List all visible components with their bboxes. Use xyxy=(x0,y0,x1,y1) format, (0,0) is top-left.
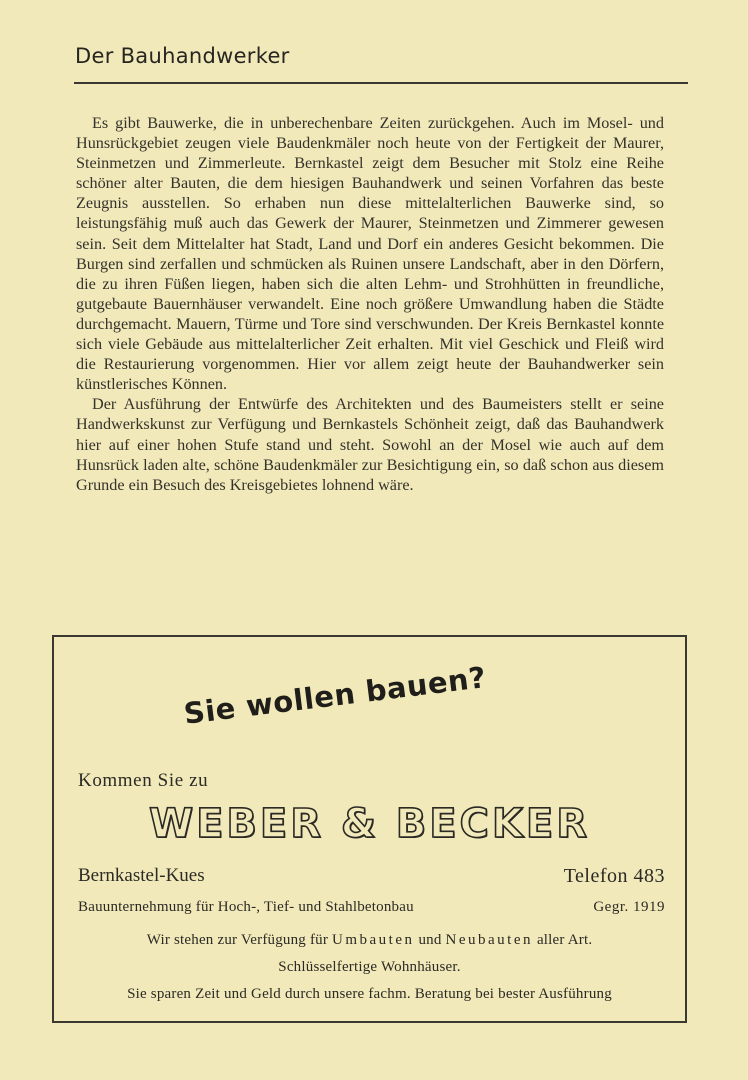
ad-founded: Gegr. 1919 xyxy=(593,899,665,915)
ad-business-type: Bauunternehmung für Hoch-, Tief- und Stahlbetonbau xyxy=(78,899,414,915)
article-paragraph-1: Es gibt Bauwerke, die in unberechenbare Zeiten zurückgehen. Auch im Mosel- und Hunsrückgebiet zeugen viele Baudenkmäler noch heute von der Fertigkeit der Maurer, Steinmetzen und Zimmerleute. Bernkastel zeigt dem Besucher mit Stolz eine Reihe schöner alter Bauten, die dem hiesigen Bauhandwerk und seinen Vorfahren das beste Zeugnis ausstellen. So erhaben nun diese mittelalterlichen Bauwerke sind, so leistungsfähig muß auch das Gewerk der Maurer, Steinmetzen und Zimmerer gewesen sein. Seit dem Mittelalter hat Stadt, Land und Dorf ein anderes Gesicht bekommen. Die Burgen sind zerfallen und schmücken als Ruinen unsere Landschaft, aber in den Dörfern, die zu ihren Füßen liegen, haben sich die alten Lehm- und Strohhütten in freundliche, gutgebaute Bauernhäuser verwandelt. Eine noch größere Umwandlung haben die Städte durchgemacht. Mauern, Türme und Tore sind verschwunden. Der Kreis Bernkastel konnte sich viele Gebäude aus mittelalterlicher Zeit erhalten. Mit viel Geschick und Fleiß wird die Restaurierung vorgenommen. Hier vor allem zeigt heute der Bauhandwerker sein künstlerisches Können. xyxy=(76,114,664,394)
article-paragraph-2: Der Ausführung der Entwürfe des Architekten und des Baumeisters stellt er seine Handwerkskunst zur Verfügung und Bernkastels Schönheit zeigt, daß das Bauhandwerk hier auf einer hohen Stufe stand und steht. Sowohl an der Mosel wie auch auf dem Hunsrück laden alte, schöne Baudenkmäler zur Besichtigung ein, so daß schon aus diesem Grunde ein Besuch des Kreisgebietes lohnend wäre. xyxy=(76,395,664,494)
ad-turnkey-line: Schlüsselfertige Wohnhäuser. xyxy=(278,959,461,975)
advertisement-box xyxy=(52,635,687,1023)
ad-services-suffix: aller Art. xyxy=(536,932,593,948)
ad-services-prefix: Wir stehen zur Verfügung für xyxy=(146,932,329,948)
ad-services-word-neubauten: Neubauten xyxy=(445,932,533,948)
header-divider xyxy=(74,82,688,84)
ad-services-word-umbauten: Umbauten xyxy=(332,932,415,948)
ad-phone: Telefon 483 xyxy=(563,865,665,887)
ad-company-name: WEBER & BECKER xyxy=(148,801,591,847)
article-body xyxy=(76,113,664,495)
ad-services-line xyxy=(54,932,685,949)
ad-services-middle: und xyxy=(418,932,442,948)
page-title: Der Bauhandwerker xyxy=(75,44,290,68)
ad-headline: Sie wollen bauen? xyxy=(181,660,489,731)
ad-consulting-line: Sie sparen Zeit und Geld durch unsere fachm. Beratung bei bester Ausführung xyxy=(127,986,612,1002)
ad-intro: Kommen Sie zu xyxy=(78,770,209,791)
ad-location: Bernkastel-Kues xyxy=(78,865,205,886)
